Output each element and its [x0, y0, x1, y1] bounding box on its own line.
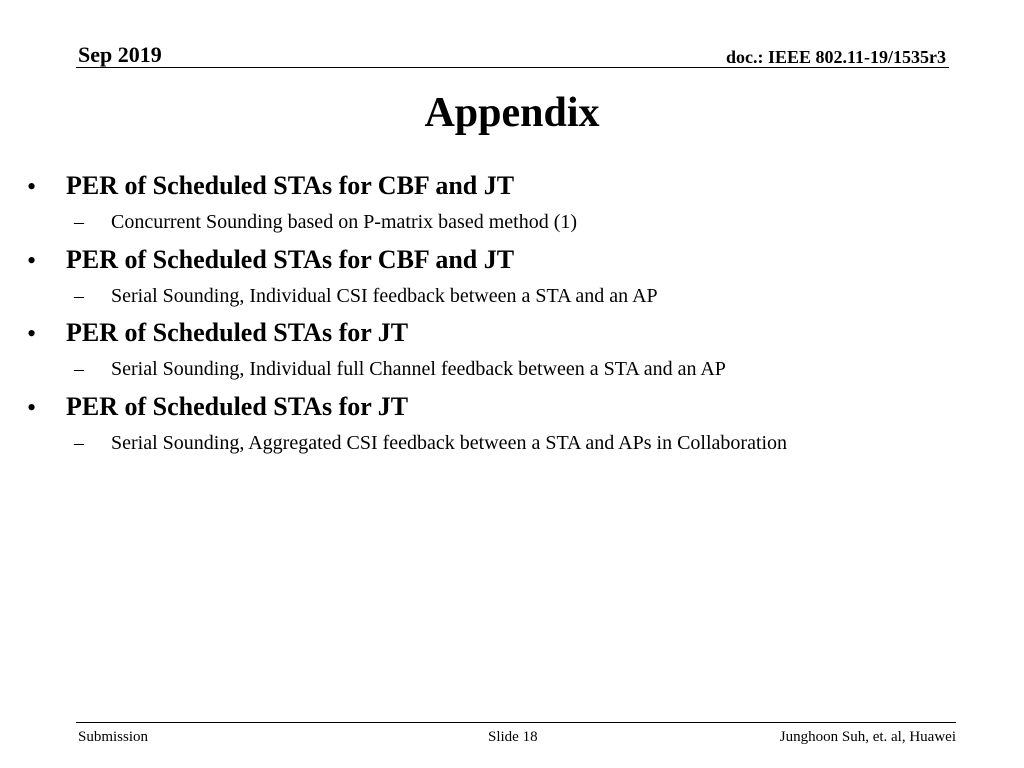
bullet-row: [0, 316, 1024, 350]
footer-submission: Submission: [78, 729, 149, 745]
sub-bullet-row: [0, 356, 1024, 382]
sub-bullet-row: [0, 209, 1024, 235]
bullet-text: PER of Scheduled STAs for CBF and JT: [66, 171, 515, 200]
sub-bullet-marker: –: [74, 284, 84, 307]
bullet-marker: •: [27, 319, 37, 348]
bullet-marker: •: [27, 392, 37, 422]
bullet-item: [0, 243, 1024, 317]
bullet-text: PER of Scheduled STAs for CBF and JT: [66, 244, 515, 274]
bullet-marker: •: [27, 172, 37, 201]
bullet-item: [0, 390, 1024, 464]
sub-bullet-row: [0, 283, 1024, 309]
slide-number: Slide 18: [488, 729, 538, 745]
sub-bullet-text: Concurrent Sounding based on P-matrix based method (1): [111, 211, 578, 233]
sub-bullet-marker: –: [74, 358, 84, 380]
bullet-row: [0, 243, 1024, 277]
header-divider: [76, 67, 949, 68]
sub-bullet-marker: –: [74, 211, 84, 233]
bullet-text: PER of Scheduled STAs for JT: [66, 391, 409, 421]
document-id: doc.: IEEE 802.11-19/1535r3: [725, 47, 946, 67]
sub-bullet-text: Serial Sounding, Aggregated CSI feedback between a STA and APs in Collaboration: [111, 431, 788, 454]
bullet-list: [0, 169, 1024, 463]
sub-bullet-text: Serial Sounding, Individual full Channel feedback between a STA and an AP: [111, 358, 726, 380]
sub-bullet-row: [0, 430, 1024, 456]
bullet-row: [0, 169, 1024, 203]
slide-title: Appendix: [424, 90, 600, 136]
header-date: Sep 2019: [78, 42, 162, 67]
bullet-item: [0, 316, 1024, 390]
bullet-item: [0, 169, 1024, 243]
bullet-text: PER of Scheduled STAs for JT: [66, 318, 409, 347]
bullet-row: [0, 390, 1024, 424]
sub-bullet-text: Serial Sounding, Individual CSI feedback between a STA and an AP: [111, 284, 658, 307]
bullet-marker: •: [27, 245, 37, 275]
footer-authors: Junghoon Suh, et. al, Huawei: [779, 729, 956, 745]
footer-divider: [76, 722, 956, 723]
sub-bullet-marker: –: [74, 431, 84, 454]
